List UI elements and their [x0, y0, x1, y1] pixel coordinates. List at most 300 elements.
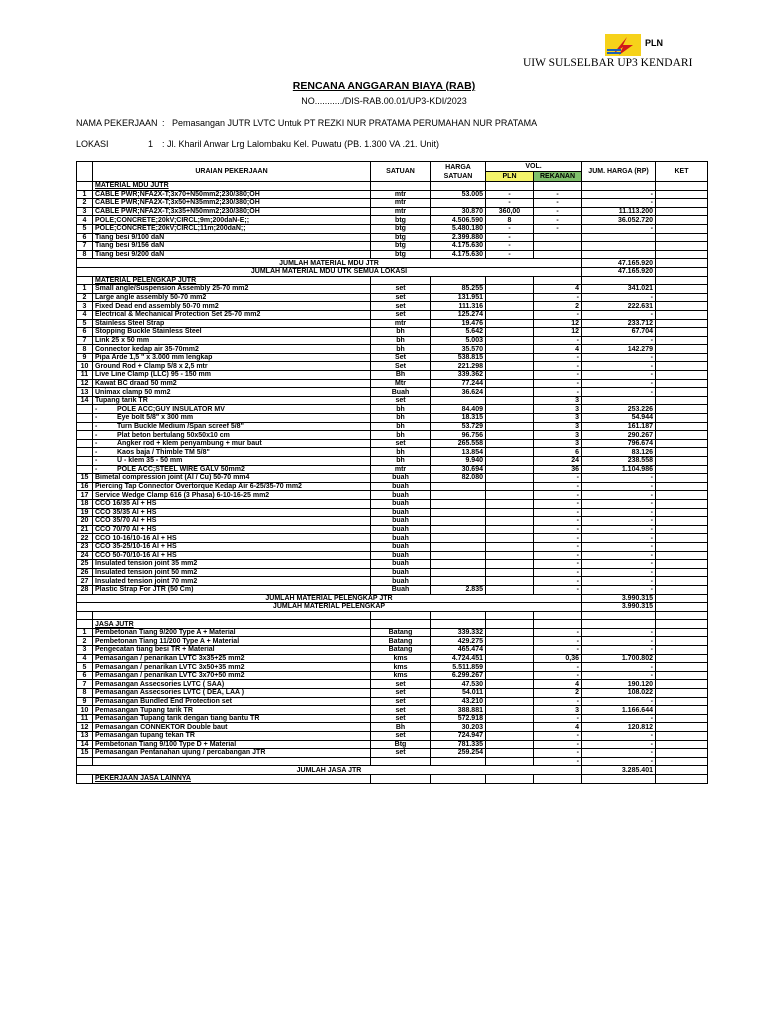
table-row: [77, 345, 708, 354]
cell-ket: [656, 542, 708, 551]
cell-uraian: Pemasangan / penarikan LVTC 3x70+50 mm2: [93, 671, 371, 680]
cell-rekanan: -: [534, 293, 582, 302]
mdu-total-all-value: 47.165.920: [582, 267, 656, 276]
cell-jumlah: -: [582, 740, 656, 749]
cell-rekanan: 36: [534, 465, 582, 474]
sub-item-marker: -: [95, 448, 98, 456]
cell-uraian: Pemasangan Pentanahan ujung / percabangan JTR: [93, 749, 371, 758]
cell-uraian: Live Line Clamp (LLC) 95 - 150 mm: [93, 371, 371, 380]
cell-uraian: Plat beton bertulang 50x50x10 cm -: [93, 431, 371, 440]
table-row: [77, 405, 708, 414]
cell-satuan: btg: [371, 216, 431, 225]
table-row: [77, 422, 708, 431]
cell-no: 27: [77, 577, 93, 586]
cell-no: [77, 620, 93, 629]
cell-satuan: set: [371, 732, 431, 741]
cell-uraian: CABLE PWR;NFA2X-T;3x50+N35mm2;230/380;OH: [93, 199, 371, 208]
table-row: [77, 233, 708, 242]
cell-satuan: Mtr: [371, 379, 431, 388]
cell-ket: [656, 388, 708, 397]
cell-no: 26: [77, 568, 93, 577]
cell-no: 5: [77, 319, 93, 328]
cell-rekanan: -: [534, 646, 582, 655]
unit-name: UIW SULSELBAR UP3 KENDARI: [523, 57, 693, 69]
cell-no: [77, 182, 93, 191]
cell-no: [77, 457, 93, 466]
cell-jumlah: -: [582, 353, 656, 362]
cell-harga: 19.476: [431, 319, 486, 328]
table-row: [77, 740, 708, 749]
cell-empty: [431, 774, 486, 783]
table-row: [77, 749, 708, 758]
cell-no: 6: [77, 233, 93, 242]
cell-rekanan: -: [534, 499, 582, 508]
cell-ket: [656, 482, 708, 491]
cell-ket: [656, 259, 708, 268]
cell-jumlah: -: [582, 663, 656, 672]
cell-jumlah: -: [582, 362, 656, 371]
cell-pln: [486, 534, 534, 543]
cell-ket: [656, 319, 708, 328]
cell-ket: [656, 551, 708, 560]
cell-no: 2: [77, 293, 93, 302]
cell-ket: [656, 414, 708, 423]
cell-uraian: CCO 70/70 Al + HS: [93, 525, 371, 534]
cell-satuan: Btg: [371, 740, 431, 749]
cell-uraian: CCO 35/70 Al + HS: [93, 517, 371, 526]
cell-pln: [486, 560, 534, 569]
cell-pln: [486, 697, 534, 706]
cell-ket: [656, 680, 708, 689]
cell-jumlah: -: [582, 560, 656, 569]
cell-satuan: mtr: [371, 465, 431, 474]
cell-uraian: CCO 35-25/10-16 Al + HS: [93, 542, 371, 551]
cell-rekanan: 4: [534, 680, 582, 689]
cell-ket: [656, 396, 708, 405]
cell-rekanan: 4: [534, 723, 582, 732]
cell-harga: 2.399.880: [431, 233, 486, 242]
table-row: [77, 414, 708, 423]
cell-satuan: set: [371, 285, 431, 294]
pln-logo-text: PLN: [645, 38, 663, 48]
total-row: [77, 766, 708, 775]
cell-satuan: buah: [371, 508, 431, 517]
cell-no: 10: [77, 706, 93, 715]
cell-jumlah: 190.120: [582, 680, 656, 689]
cell-rekanan: 12: [534, 328, 582, 337]
cell-harga: 53.005: [431, 190, 486, 199]
cell-harga: 53.729: [431, 422, 486, 431]
cell-satuan: buah: [371, 474, 431, 483]
header-vol: VOL.: [486, 162, 582, 172]
header-satuan: SATUAN: [371, 162, 431, 182]
cell-no: 3: [77, 646, 93, 655]
header-jumlah: JUM. HARGA (RP): [582, 162, 656, 182]
cell-ket: [656, 732, 708, 741]
cell-no: 10: [77, 362, 93, 371]
cell-rekanan: [534, 250, 582, 259]
cell-jumlah: -: [582, 499, 656, 508]
cell-rekanan: -: [534, 207, 582, 216]
cell-ket: [656, 706, 708, 715]
cell-pln: [486, 517, 534, 526]
cell-pln: [486, 577, 534, 586]
header-ket: KET: [656, 162, 708, 182]
cell-jumlah: -: [582, 628, 656, 637]
cell-no: 6: [77, 671, 93, 680]
cell-satuan: set: [371, 396, 431, 405]
cell-jumlah: [582, 396, 656, 405]
table-row: [77, 431, 708, 440]
cell-ket: [656, 646, 708, 655]
table-row: [77, 568, 708, 577]
cell-pln: [486, 585, 534, 594]
cell-harga: 13.854: [431, 448, 486, 457]
cell-no: 9: [77, 353, 93, 362]
cell-jumlah: 222.631: [582, 302, 656, 311]
cell-jumlah: 108.022: [582, 689, 656, 698]
cell-uraian: CABLE PWR;NFA2X-T;3x70+N50mm2;230/380;OH: [93, 190, 371, 199]
cell-rekanan: -: [534, 551, 582, 560]
cell-pln: [486, 525, 534, 534]
cell-jumlah: 796.674: [582, 439, 656, 448]
cell-empty: [582, 774, 656, 783]
cell-empty: [371, 774, 431, 783]
cell-harga: 30.870: [431, 207, 486, 216]
cell-pln: -: [486, 190, 534, 199]
cell-satuan: set: [371, 714, 431, 723]
cell-satuan: bh: [371, 448, 431, 457]
cell-satuan: bh: [371, 457, 431, 466]
cell-rekanan: -: [534, 474, 582, 483]
cell-no: 24: [77, 551, 93, 560]
cell-pln: [486, 388, 534, 397]
cell-satuan: kms: [371, 671, 431, 680]
cell-uraian: Pembetonan Tiang 9/100 Type D + Material: [93, 740, 371, 749]
cell-harga: [431, 482, 486, 491]
cell-pln: [486, 448, 534, 457]
cell-uraian: Pipa Arde 1,5 " x 3.000 mm lengkap: [93, 353, 371, 362]
cell-empty: [93, 611, 371, 620]
cell-satuan: mtr: [371, 319, 431, 328]
cell-satuan: btg: [371, 242, 431, 251]
table-row: [77, 637, 708, 646]
cell-empty: [582, 620, 656, 629]
cell-no: 1: [77, 628, 93, 637]
cell-no: 1: [77, 285, 93, 294]
cell-uraian: Small angle/Suspension Assembly 25-70 mm2: [93, 285, 371, 294]
cell-empty: [431, 611, 486, 620]
cell-rekanan: 3: [534, 422, 582, 431]
cell-no: 13: [77, 732, 93, 741]
cell-no: 19: [77, 508, 93, 517]
cell-ket: [656, 362, 708, 371]
table-row: [77, 285, 708, 294]
section-jasa-title: JASA JUTR: [93, 620, 371, 629]
cell-rekanan: -: [534, 224, 582, 233]
cell-harga: 30.203: [431, 723, 486, 732]
cell-ket: [656, 697, 708, 706]
table-row: [77, 671, 708, 680]
cell-jumlah: [582, 233, 656, 242]
cell-jumlah: -: [582, 293, 656, 302]
cell-pln: [486, 336, 534, 345]
cell-satuan: kms: [371, 654, 431, 663]
header-harga: HARGA SATUAN: [431, 162, 486, 182]
cell-uraian: Insulated tension joint 35 mm2: [93, 560, 371, 569]
cell-empty: [486, 611, 534, 620]
cell-satuan: set: [371, 749, 431, 758]
cell-satuan: buah: [371, 491, 431, 500]
cell-uraian: Bimetal compression joint (Al / Cu) 50-70 mm4: [93, 474, 371, 483]
section-row: [77, 182, 708, 191]
cell-empty: [534, 620, 582, 629]
cell-rekanan: -: [534, 379, 582, 388]
cell-no: [77, 414, 93, 423]
cell-pln: [486, 319, 534, 328]
table-row: [77, 723, 708, 732]
cell-pln: [486, 706, 534, 715]
cell-harga: [431, 517, 486, 526]
cell-ket: [656, 757, 708, 766]
cell-rekanan: 6: [534, 448, 582, 457]
table-row: [77, 379, 708, 388]
cell-pln: [486, 405, 534, 414]
cell-ket: [656, 525, 708, 534]
cell-satuan: btg: [371, 224, 431, 233]
cell-jumlah: -: [582, 732, 656, 741]
cell-no: 4: [77, 310, 93, 319]
cell-no: 25: [77, 560, 93, 569]
sub-item-marker: -: [95, 422, 98, 430]
pelengkap-total-value: 3.990.315: [582, 594, 656, 603]
cell-satuan: Buah: [371, 388, 431, 397]
cell-ket: [656, 190, 708, 199]
cell-uraian: Service Wedge Clamp 616 (3 Phasa) 6-10-16-25 mm2: [93, 491, 371, 500]
cell-rekanan: -: [534, 663, 582, 672]
cell-uraian: Pengecatan tiang besi TR + Material: [93, 646, 371, 655]
cell-harga: 429.275: [431, 637, 486, 646]
cell-ket: [656, 293, 708, 302]
cell-pln: [486, 379, 534, 388]
location-label: LOKASI: [76, 139, 109, 149]
cell-empty: [77, 611, 93, 620]
cell-harga: 724.947: [431, 732, 486, 741]
cell-jumlah: 253.226: [582, 405, 656, 414]
cell-jumlah: 161.187: [582, 422, 656, 431]
cell-harga: [431, 560, 486, 569]
cell-no: 12: [77, 379, 93, 388]
cell-harga: [431, 525, 486, 534]
cell-ket: [656, 603, 708, 612]
cell-rekanan: -: [534, 637, 582, 646]
cell-satuan: Buah: [371, 585, 431, 594]
cell-harga: 131.951: [431, 293, 486, 302]
cell-satuan: mtr: [371, 190, 431, 199]
cell-uraian: Tiang besi 9/100 daN: [93, 233, 371, 242]
section-row: [77, 774, 708, 783]
cell-jumlah: -: [582, 646, 656, 655]
cell-jumlah: -: [582, 474, 656, 483]
cell-rekanan: -: [534, 697, 582, 706]
cell-uraian: Pemasangan Tupang tarik TR: [93, 706, 371, 715]
cell-empty: [486, 774, 534, 783]
cell-no: 21: [77, 525, 93, 534]
table-row: [77, 680, 708, 689]
cell-uraian: Fixed Dead end assembly 50-70 mm2: [93, 302, 371, 311]
cell-ket: [656, 517, 708, 526]
cell-uraian: Pemasangan / penarikan LVTC 3x50+35 mm2: [93, 663, 371, 672]
cell-harga: 5.642: [431, 328, 486, 337]
cell-ket: [656, 577, 708, 586]
cell-jumlah: -: [582, 551, 656, 560]
table-row: [77, 534, 708, 543]
cell-ket: [656, 723, 708, 732]
cell-rekanan: -: [534, 560, 582, 569]
cell-harga: 30.694: [431, 465, 486, 474]
cell-empty: [371, 182, 431, 191]
cell-jumlah: -: [582, 379, 656, 388]
cell-harga: 388.881: [431, 706, 486, 715]
cell-rekanan: -: [534, 517, 582, 526]
document-title: RENCANA ANGGARAN BIAYA (RAB): [292, 80, 476, 92]
table-row: [77, 396, 708, 405]
cell-ket: [656, 560, 708, 569]
cell-pln: [486, 345, 534, 354]
cell-empty: [534, 276, 582, 285]
cell-rekanan: 3: [534, 405, 582, 414]
cell-satuan: btg: [371, 250, 431, 259]
table-row: [77, 714, 708, 723]
header-uraian: URAIAN PEKERJAAN: [93, 162, 371, 182]
cell-rekanan: 24: [534, 457, 582, 466]
cell-pln: [486, 414, 534, 423]
cell-uraian: Turn Buckle Medium /Span screef 5/8" -: [93, 422, 371, 431]
table-row: [77, 542, 708, 551]
table-row: [77, 319, 708, 328]
cell-jumlah: 36.052.720: [582, 216, 656, 225]
cell-harga: 465.474: [431, 646, 486, 655]
cell-no: 28: [77, 585, 93, 594]
cell-pln: [486, 285, 534, 294]
cell-jumlah: 1.700.802: [582, 654, 656, 663]
cell-ket: [656, 508, 708, 517]
cell-harga: 54.011: [431, 689, 486, 698]
table-row: [77, 199, 708, 208]
jasa-total-value: 3.285.401: [582, 766, 656, 775]
cell-jumlah: -: [582, 714, 656, 723]
cell-harga: 339.362: [431, 371, 486, 380]
cell-pln: [486, 482, 534, 491]
cell-pln: [486, 542, 534, 551]
cell-pln: [486, 663, 534, 672]
table-row: [77, 353, 708, 362]
cell-ket: [656, 749, 708, 758]
cell-jumlah: -: [582, 508, 656, 517]
section-lain-title: PEKERJAAN JASA LAINNYA: [93, 774, 371, 783]
cell-uraian: Angker rod + klem penyambung + mur baut -: [93, 439, 371, 448]
cell-empty: [534, 774, 582, 783]
cell-ket: [656, 714, 708, 723]
cell-harga: [431, 542, 486, 551]
cell-rekanan: -: [534, 482, 582, 491]
cell-rekanan: -: [534, 216, 582, 225]
table-row: [77, 371, 708, 380]
cell-pln: 360,00: [486, 207, 534, 216]
table-row: [77, 663, 708, 672]
cell-rekanan: [534, 242, 582, 251]
cell-no: 1: [77, 190, 93, 199]
table-row: [77, 293, 708, 302]
cell-no: 15: [77, 474, 93, 483]
cell-satuan: buah: [371, 517, 431, 526]
table-row: [77, 499, 708, 508]
cell-harga: 4.175.630: [431, 242, 486, 251]
cell-satuan: bh: [371, 422, 431, 431]
table-row: [77, 508, 708, 517]
cell-rekanan: -: [534, 353, 582, 362]
table-row: [77, 328, 708, 337]
table-row: [77, 448, 708, 457]
cell-ket: [656, 568, 708, 577]
cell-ket: [656, 474, 708, 483]
cell-harga: [431, 491, 486, 500]
cell-pln: -: [486, 250, 534, 259]
cell-pln: [486, 328, 534, 337]
cell-harga: 36.624: [431, 388, 486, 397]
cell-harga: 125.274: [431, 310, 486, 319]
section-row: [77, 620, 708, 629]
cell-harga: [431, 757, 486, 766]
sub-item-marker: -: [95, 414, 98, 422]
cell-jumlah: 341.021: [582, 285, 656, 294]
cell-harga: 4.506.590: [431, 216, 486, 225]
cell-jumlah: 83.126: [582, 448, 656, 457]
cell-no: 12: [77, 723, 93, 732]
cell-pln: [486, 508, 534, 517]
cell-empty: [656, 774, 708, 783]
cell-uraian: Eye bolt 5/8" x 300 mm -: [93, 414, 371, 423]
cell-no: 20: [77, 517, 93, 526]
cell-satuan: bh: [371, 405, 431, 414]
cell-rekanan: 12: [534, 319, 582, 328]
cell-pln: [486, 646, 534, 655]
cell-empty: [431, 620, 486, 629]
cell-ket: [656, 379, 708, 388]
cell-empty: [486, 276, 534, 285]
cell-rekanan: 3: [534, 396, 582, 405]
table-row: [77, 465, 708, 474]
cell-uraian: Connector kedap air 35-70mm2: [93, 345, 371, 354]
cell-harga: 572.918: [431, 714, 486, 723]
cell-jumlah: 67.704: [582, 328, 656, 337]
cell-no: 2: [77, 637, 93, 646]
cell-no: [77, 757, 93, 766]
cell-empty: [656, 620, 708, 629]
rab-table: [76, 161, 708, 784]
cell-ket: [656, 628, 708, 637]
cell-uraian: U - klem 35 - 50 mm -: [93, 457, 371, 466]
cell-satuan: bh: [371, 328, 431, 337]
table-row: [77, 388, 708, 397]
cell-jumlah: -: [582, 517, 656, 526]
table-row: [77, 706, 708, 715]
mdu-total: JUMLAH MATERIAL MDU JTR: [77, 259, 582, 268]
cell-pln: [486, 439, 534, 448]
cell-no: [77, 774, 93, 783]
table-row: [77, 757, 708, 766]
cell-satuan: set: [371, 680, 431, 689]
